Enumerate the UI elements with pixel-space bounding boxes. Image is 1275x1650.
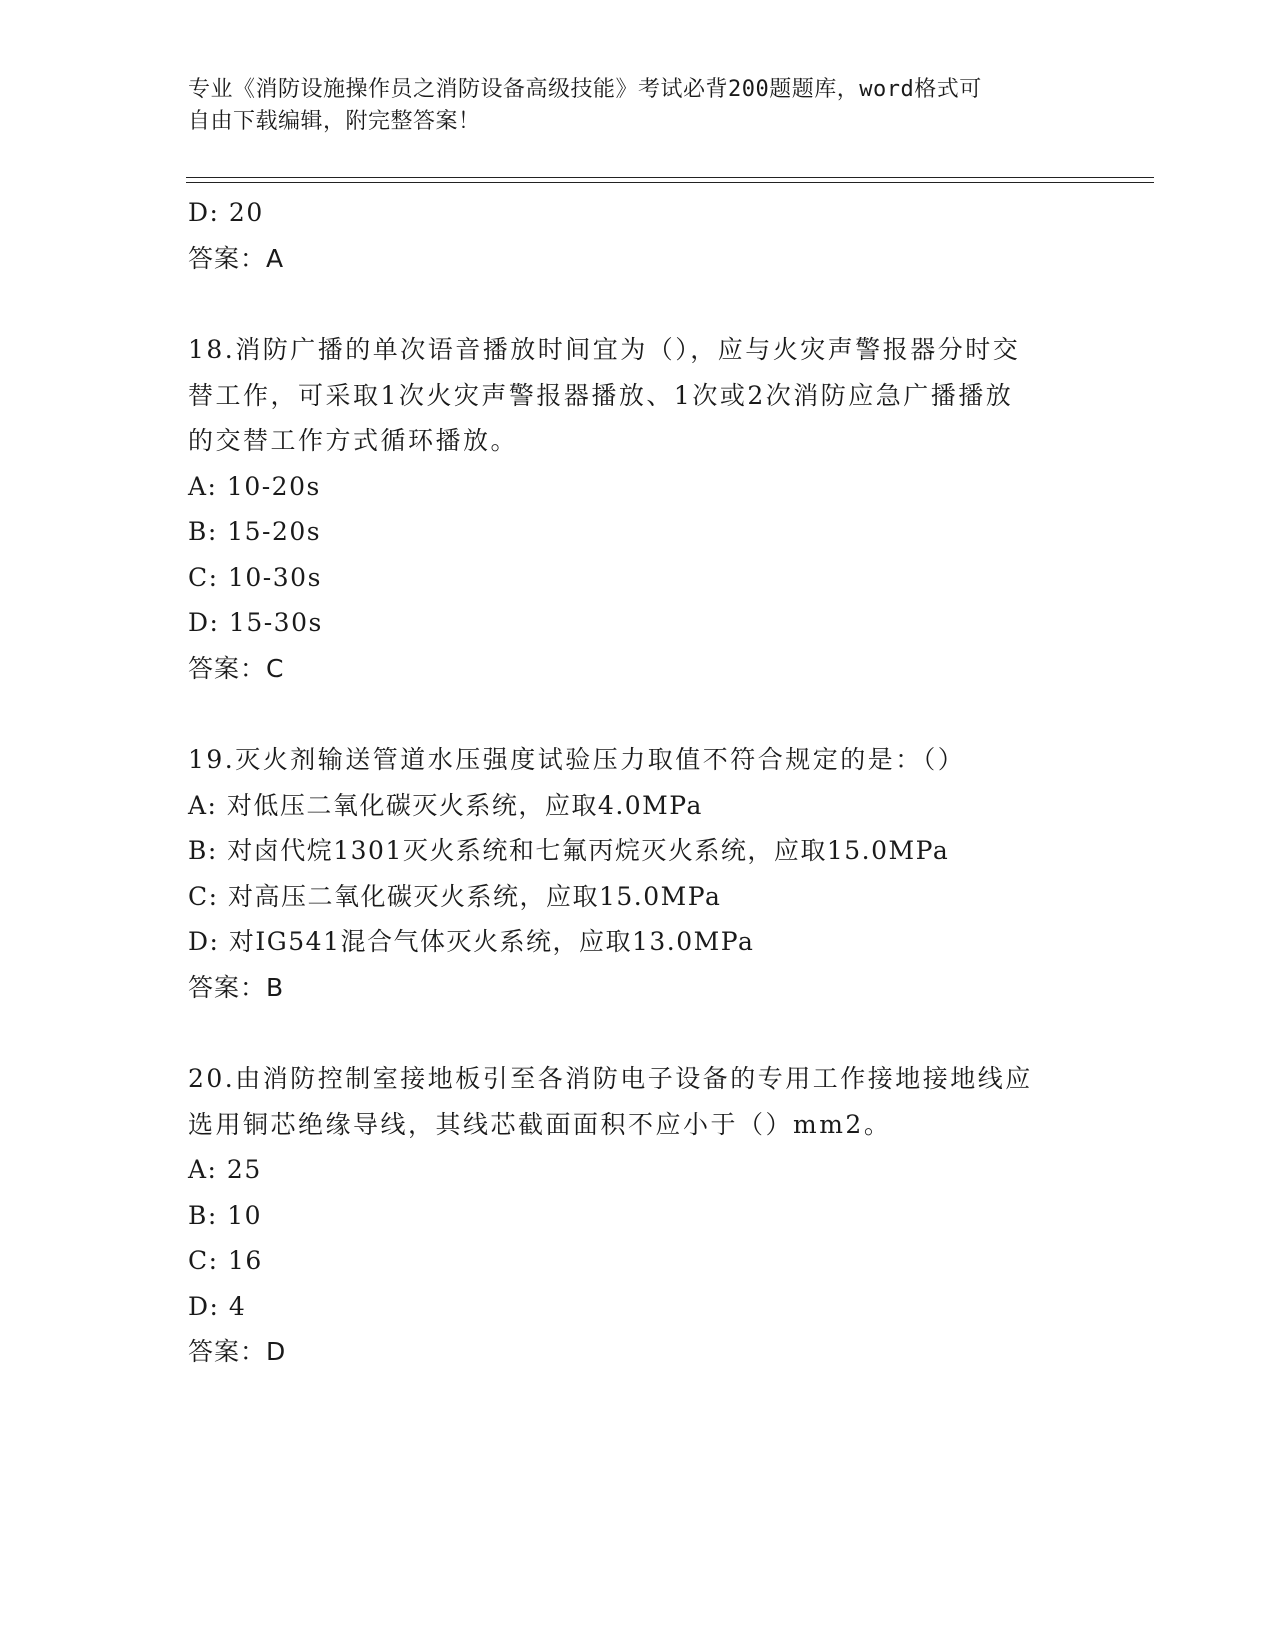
header-rule-top (186, 177, 1154, 178)
option-a: A: 25 (188, 1155, 262, 1184)
header-rule-bottom (186, 182, 1154, 183)
header-line-2: 自由下载编辑，附完整答案！ (188, 109, 481, 134)
page-header (188, 74, 1068, 138)
option-d: D: 15-30s (188, 608, 323, 637)
prev-answer: 答案：A (188, 243, 285, 273)
option-a: A: 10-20s (188, 471, 321, 501)
option-a: A: 对低压二氧化碳灭火系统，应取4.0MPa (188, 790, 703, 820)
option-b: B: 10 (188, 1200, 263, 1230)
answer: 答案：B (188, 972, 285, 1002)
document-body (188, 190, 1088, 1375)
option-c: C: 10-30s (188, 562, 322, 592)
option-b: B: 对卤代烷1301灭火系统和七氟丙烷灭火系统，应取15.0MPa (188, 836, 950, 865)
answer: 答案：C (188, 653, 285, 683)
option-c: C: 16 (188, 1246, 263, 1275)
question-stem-line: 18.消防广播的单次语音播放时间宜为（），应与火灾声警报器分时交 (188, 335, 1021, 364)
option-d: D: 4 (188, 1291, 247, 1321)
answer: 答案：D (188, 1337, 287, 1366)
prev-option-d: D: 20 (188, 198, 264, 227)
question-stem-line: 替工作，可采取1次火灾声警报器播放、1次或2次消防应急广播播放 (188, 380, 1014, 410)
question-20 (188, 1056, 1088, 1375)
question-19 (188, 737, 1088, 1010)
question-stem-line: 的交替工作方式循环播放。 (188, 426, 519, 455)
question-stem-line: 20.由消防控制室接地板引至各消防电子设备的专用工作接地接地线应 (188, 1064, 1033, 1093)
question-stem-line: 19.灭火剂输送管道水压强度试验压力取值不符合规定的是：（） (188, 745, 966, 774)
header-line-1: 专业《消防设施操作员之消防设备高级技能》考试必背200题题库，word格式可 (188, 77, 982, 102)
option-c: C: 对高压二氧化碳灭火系统，应取15.0MPa (188, 881, 722, 911)
question-stem-line: 选用铜芯绝缘导线，其线芯截面面积不应小于（）mm2。 (188, 1109, 892, 1139)
question-18 (188, 327, 1088, 691)
option-d: D: 对IG541混合气体灭火系统，应取13.0MPa (188, 927, 755, 956)
option-b: B: 15-20s (188, 517, 322, 546)
